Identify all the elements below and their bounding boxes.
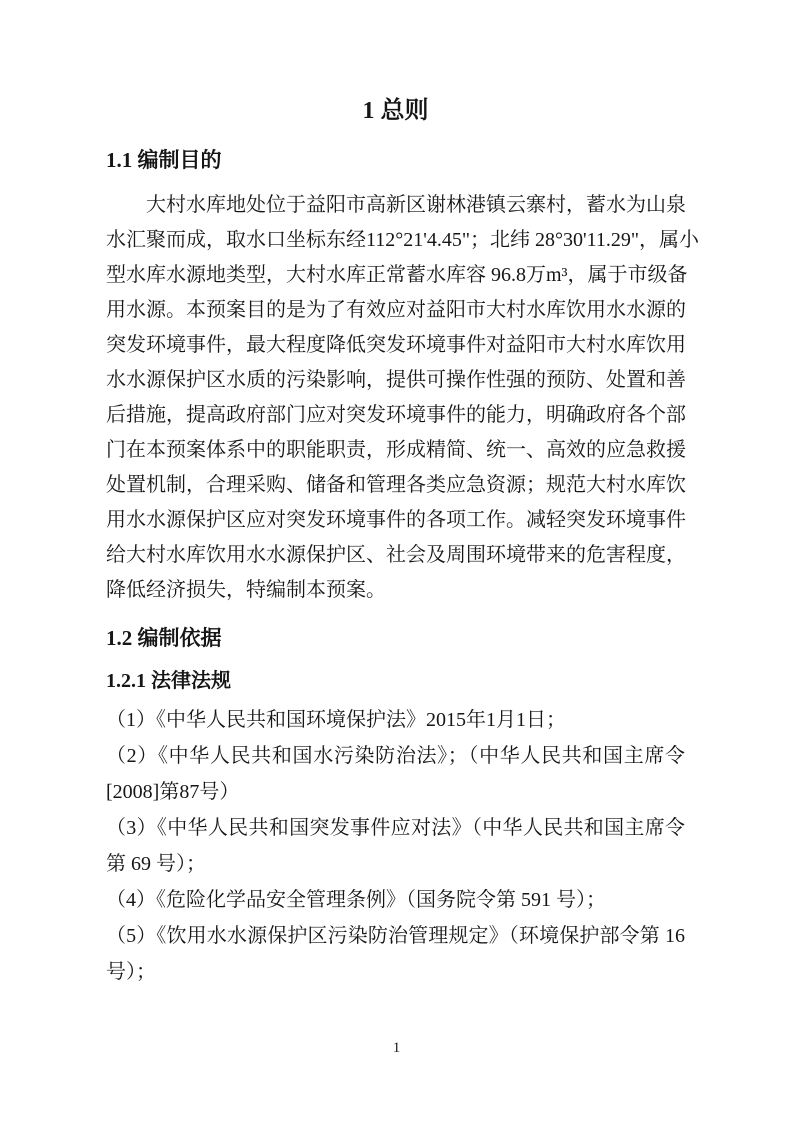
paragraph-line: 给大村水库饮用水水源保护区、社会及周围环境带来的危害程度， [106, 544, 686, 566]
paragraph-line: 降低经济损失，特编制本预案。 [106, 579, 386, 601]
paragraph-line: 大村水库地处位于益阳市高新区谢林港镇云寨村，蓄水为山泉 [146, 194, 686, 216]
section-heading-1-2: 1.2 编制依据 [106, 626, 222, 650]
legal-item-line: （2）《中华人民共和国水污染防治法》；（中华人民共和国主席令 [106, 745, 685, 767]
paragraph-line: 型水库水源地类型，大村水库正常蓄水库容 96.8万m³，属于市级备 [106, 264, 688, 286]
paragraph-line: 突发环境事件，最大程度降低突发环境事件对益阳市大村水库饮用 [106, 334, 686, 356]
paragraph-line: 门在本预案体系中的职能职责，形成精简、统一、高效的应急救援 [106, 439, 686, 461]
paragraph-line: 用水水源保护区应对突发环境事件的各项工作。减轻突发环境事件 [106, 509, 686, 531]
section-heading-1-1: 1.1 编制目的 [106, 148, 222, 172]
legal-item-line: 号）； [106, 961, 156, 983]
legal-item-line: [2008]第87号） [106, 781, 240, 803]
chapter-title: 1 总则 [362, 98, 429, 124]
legal-item-line: （1）《中华人民共和国环境保护法》2015年1月1日； [106, 709, 566, 731]
legal-reference-list [106, 702, 685, 990]
legal-item-line: （4）《危险化学品安全管理条例》（国务院令第 591 号）； [106, 889, 606, 911]
page-number: 1 [392, 1040, 401, 1056]
section-heading-1-2-1: 1.2.1 法律法规 [106, 670, 231, 692]
legal-item-line: （5）《饮用水水源保护区污染防治管理规定》（环境保护部令第 16 [106, 925, 685, 947]
paragraph-line: 用水源。本预案目的是为了有效应对益阳市大村水库饮用水水源的 [106, 299, 686, 321]
legal-item-line: 第 69 号）； [106, 853, 206, 875]
paragraph-line: 后措施，提高政府部门应对突发环境事件的能力，明确政府各个部 [106, 404, 686, 426]
legal-item-line: （3）《中华人民共和国突发事件应对法》（中华人民共和国主席令 [106, 817, 685, 839]
paragraph-line: 水汇聚而成，取水口坐标东经112°21'4.45"；北纬 28°30'11.29"，属小 [106, 229, 700, 251]
purpose-paragraph [106, 188, 700, 608]
paragraph-line: 处置机制，合理采购、储备和管理各类应急资源；规范大村水库饮 [106, 474, 686, 496]
paragraph-line: 水水源保护区水质的污染影响，提供可操作性强的预防、处置和善 [106, 369, 686, 391]
